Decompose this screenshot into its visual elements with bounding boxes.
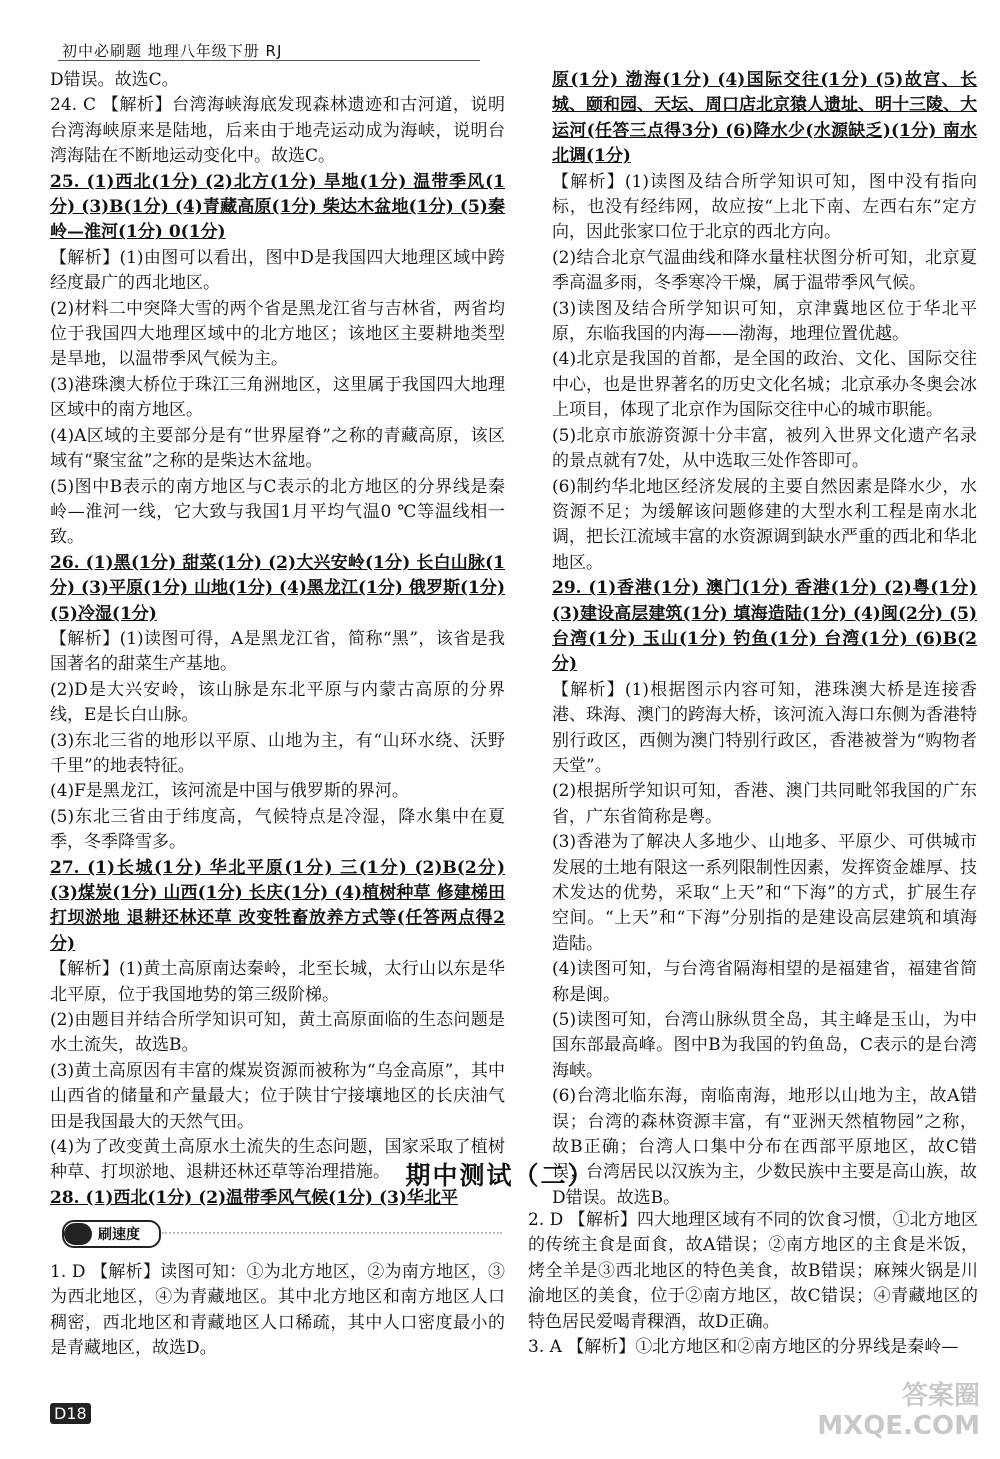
page-number: D18: [50, 1403, 91, 1424]
analysis: (4)为了改变黄土高原水土流失的生态问题，国家采取了植树种草、打坝淤地、退耕还林还草等治理措施。: [50, 1137, 505, 1183]
analysis: (5)东北三省由于纬度高，气候特点是冷湿，降水集中在夏季，冬季降雪多。: [50, 806, 505, 853]
analysis: (4)北京是我国的首都，是全国的政治、文化、国际交往中心，也是世界著名的历史文化名城；北京承办冬奥会冰上项目，体现了北京作为国际交往中心的城市职能。: [552, 349, 977, 421]
analysis: 【解析】(1)读图可得，A是黑龙江省，简称“黑”，该省是我国著名的甜菜生产基地。: [50, 628, 505, 675]
answer-29: 29. (1)香港(1分) 澳门(1分) 香港(1分) (2)粤(1分) (3)建设高层建筑(1分) 填海造陆(1分) (4)闽(2分) (5)台湾(1分) 玉山(1分) 钓鱼(1分) 台湾(1分) (6)B(2分): [552, 578, 977, 675]
analysis: (2)由题目并结合所学知识可知，黄土高原面临的生态问题是水土流失，故选B。: [50, 1010, 505, 1056]
analysis: 【解析】(1)由图可以看出，图中D是我国四大地理区域中跨经度最广的西北地区。: [50, 247, 505, 294]
running-header: 初中必刷题 地理八年级下册 RJ: [62, 42, 283, 60]
analysis: (5)北京市旅游资源十分丰富，被列入世界文化遗产名录的景点就有7处，从中选取三处作答即可。: [552, 425, 977, 472]
analysis: (2)D是大兴安岭，该山脉是东北平原与内蒙古高原的分界线，E是长白山脉。: [50, 679, 505, 726]
answer-3: 3. A 【解析】①北方地区和②南方地区的分界线是秦岭—: [528, 1337, 959, 1358]
speed-badge-label: 刷速度: [98, 1227, 140, 1243]
analysis: (2)根据所学知识可知，香港、澳门共同毗邻我国的广东省，广东省简称是粤。: [552, 781, 977, 827]
answer-27: 27. (1)长城(1分) 华北平原(1分) 三(1分) (2)B(2分) (3)煤炭(1分) 山西(1分) 长庆(1分) (4)植树种草 修建梯田 打坝淤地 退耕还林还草 改变牲畜放养方式等(任答两点得2分): [50, 857, 505, 954]
analysis: (2)材料二中突降大雪的两个省是黑龙江省与吉林省，两省均位于我国四大地理区域中的北方地区；该地区主要耕地类型是旱地，以温带季风气候为主。: [50, 298, 505, 370]
analysis: (6)台湾北临东海，南临南海，地形以山地为主，故A错误；台湾的森林资源丰富，有“亚洲天然植物园”之称，故B正确；台湾人口集中分布在西部平原地区，故C错误；台湾居民以汉族为主，少数民族中主要是高山族，故D错误。故选B。: [552, 1086, 977, 1208]
section-title: 期中测试（二）: [405, 1161, 595, 1190]
answer-26: 26. (1)黑(1分) 甜菜(1分) (2)大兴安岭(1分) 长白山脉(1分) (3)平原(1分) 山地(1分) (4)黑龙江(1分) 俄罗斯(1分) (5)冷湿(1分): [50, 552, 505, 624]
answer-2: 2. D 【解析】四大地理区域有不同的饮食习惯，①北方地区的传统主食是面食，故A错误；②南方地区的主食是米饭，烤全羊是③西北地区的特色美食，故B错误；麻辣火锅是川渝地区的美食，位于②南方地区，故C错误；④青藏地区的特色居民爱喝青稞酒，故D正确。: [528, 1210, 978, 1332]
answer-28-cont: 原(1分) 渤海(1分) (4)国际交往(1分) (5)故宫、长城、颐和园、天坛、周口店北京猿人遗址、明十三陵、大运河(任答三点得3分) (6)降水少(水源缺乏)(1分) 南水北调(1分): [552, 70, 977, 167]
analysis: 【解析】(1)黄土高原南达秦岭，北至长城，太行山以东是华北平原，位于我国地势的第三级阶梯。: [50, 959, 505, 1005]
analysis: (3)黄土高原因有丰富的煤炭资源而被称为“乌金高原”，其中山西省的储量和产量最大；位于陕甘宁接壤地区的长庆油气田是我国最大的天然气田。: [50, 1060, 505, 1132]
left-column: [50, 68, 505, 1211]
answer-28: 28. (1)西北(1分) (2)温带季风气候(1分) (3)华北平: [50, 1187, 458, 1208]
analysis: 【解析】(1)根据图示内容可知，港珠澳大桥是连接香港、珠海、澳门的跨海大桥，该河流入海口东侧为香港特别行政区，西侧为澳门特别行政区，香港被誉为“购物者天堂”。: [552, 679, 977, 776]
analysis: (3)读图及结合所学知识可知，京津冀地区位于华北平原，东临我国的内海——渤海，地理位置优越。: [552, 298, 977, 345]
analysis: (4)F是黑龙江，该河流是中国与俄罗斯的界河。: [50, 781, 409, 802]
analysis: 【解析】(1)读图及结合所学知识可知，图中没有指向标，也没有经纬网，故应按“上北下南、左西右东”定方向，因此张家口位于北京的西北方向。: [552, 171, 977, 243]
answer-24: 24. C 【解析】台湾海峡海底发现森林遗迹和古河道，说明台湾海峡原来是陆地，后来由于地壳运动成为海峡，说明台湾海陆在不断地运动变化中。故选C。: [50, 95, 505, 167]
analysis: (5)读图可知，台湾山脉纵贯全岛，其主峰是玉山，为中国东部最高峰。图中B为我国的钓鱼岛，C表示的是台湾海峡。: [552, 1010, 977, 1081]
right-column: [552, 68, 977, 1211]
header-rule: [58, 60, 480, 61]
analysis: (3)港珠澳大桥位于珠江三角洲地区，这里属于我国四大地理区域中的南方地区。: [50, 374, 505, 421]
analysis: (6)制约华北地区经济发展的主要自然因素是降水少，水资源不足；为缓解该问题修建的大型水利工程是南水北调，把长江流域丰富的水资源调到缺水严重的西北和华北地区。: [552, 476, 977, 573]
analysis: (4)A区域的主要部分是有“世界屋脊”之称的青藏高原，该区域有“聚宝盆”之称的是柴达木盆地。: [50, 425, 505, 472]
speed-badge: [62, 1220, 161, 1248]
analysis: (2)结合北京气温曲线和降水量柱状图分析可知，北京夏季高温多雨，冬季寒冷干燥，属于温带季风气候。: [552, 247, 977, 294]
watermark-line: MXQE.COM: [817, 1411, 980, 1441]
answer-25: 25. (1)西北(1分) (2)北方(1分) 旱地(1分) 温带季风(1分) (3)B(1分) (4)青藏高原(1分) 柴达木盆地(1分) (5)秦岭—淮河(1分) 0(1分): [50, 171, 505, 243]
analysis: (3)香港为了解决人多地少、山地多、平原少、可供城市发展的土地有限这一系列限制性因素，发挥资金雄厚、技术发达的优势，采取“上天”和“下海”的方式，扩展生存空间。“上天”和“下海”分别指的是建设高层建筑和填海造陆。: [552, 832, 977, 954]
analysis: (5)图中B表示的南方地区与C表示的北方地区的分界线是秦岭—淮河一线，它大致与我国1月平均气温0 ℃等温线相一致。: [50, 476, 505, 548]
watermark-line: 答案圈: [901, 1381, 980, 1411]
analysis: (4)读图可知，与台湾省隔海相望的是福建省，福建省简称是闽。: [552, 959, 977, 1005]
dotted-divider: [162, 1232, 502, 1234]
badge-icon: [64, 1223, 92, 1245]
answer-1: 1. D 【解析】读图可知：①为北方地区，②为南方地区，③为西北地区，④为青藏地区。其中北方地区和南方地区人口稠密，西北地区和青藏地区人口稀疏，其中人口密度最小的是青藏地区，故选D。: [50, 1262, 505, 1359]
bottom-left-column: [50, 1260, 505, 1362]
analysis: (3)东北三省的地形以平原、山地为主，有“山环水绕、沃野千里”的地表特征。: [50, 730, 505, 776]
paragraph: D错误。故选C。: [50, 70, 179, 90]
watermark: [817, 1381, 980, 1441]
bottom-right-column: [528, 1208, 978, 1360]
